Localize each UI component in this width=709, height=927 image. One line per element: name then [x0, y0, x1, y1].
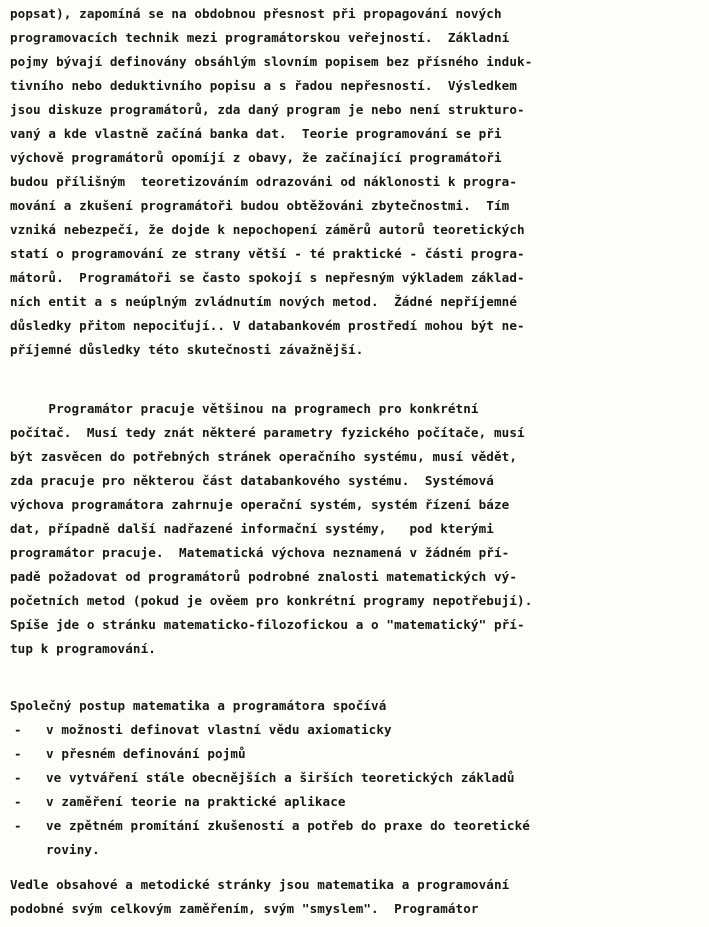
text-line: pojmy bývají definovány obsáhlým slovním popisem bez přísného induk-	[10, 54, 533, 69]
text-line: početních metod (pokud je ověem pro konkrétní programy nepotřebují).	[10, 593, 533, 608]
text-line: Vedle obsahové a metodické stránky jsou matematika a programování	[10, 877, 510, 892]
text-line: Spíše jde o stránku matematicko-filozofickou a o "matematický" pří-	[10, 617, 525, 632]
text-line: programátor pracuje. Matematická výchova neznamená v žádném pří-	[10, 545, 510, 560]
text-line: padě požadovat od programátorů podrobné znalosti matematických vý-	[10, 569, 518, 584]
text-line: mátorů. Programátoři se často spokojí s nepřesným výkladem základ-	[10, 270, 525, 285]
text-line: budou přílišným teoretizováním odrazováni od náklonosti k progra-	[10, 174, 518, 189]
list-bullet: -	[14, 722, 22, 737]
text-line: tivního nebo deduktivního popisu a s řadou nepřesností. Výsledkem	[10, 78, 518, 93]
text-line: počítač. Musí tedy znát některé parametry fyzického počítače, musí	[10, 425, 525, 440]
list-item: v zaměření teorie na praktické aplikace	[46, 794, 346, 809]
text-line: jsou diskuze programátorů, zda daný program je nebo není strukturo-	[10, 102, 525, 117]
text-line: příjemné důsledky této skutečnosti závažnější.	[10, 342, 364, 357]
text-line: zda pracuje pro některou část databankového systému. Systémová	[10, 473, 494, 488]
text-line: dat, případně další nadřazené informační systémy, pod kterými	[10, 521, 494, 536]
text-line: výchově programátorů opomíjí z obavy, že začínající programátoři	[10, 150, 502, 165]
text-line: popsat), zapomíná se na obdobnou přesnost při propagování nových	[10, 6, 502, 21]
text-line: být zasvěcen do potřebných stránek operačního systému, musí vědět,	[10, 449, 518, 464]
text-line: ních entit a s neúplným zvládnutím nových metod. Žádné nepříjemné	[10, 294, 518, 309]
list-bullet: -	[14, 794, 22, 809]
list-bullet: -	[14, 770, 22, 785]
text-line: tup k programování.	[10, 641, 156, 656]
text-line: podobné svým celkovým zaměřením, svým "smyslem". Programátor	[10, 901, 479, 916]
text-line: vzniká nebezpečí, že dojde k nepochopení záměrů autorů teoretických	[10, 222, 525, 237]
text-line: výchova programátora zahrnuje operační systém, systém řízení báze	[10, 497, 510, 512]
text-line: Programátor pracuje většinou na programech pro konkrétní	[10, 401, 479, 416]
list-item: v možnosti definovat vlastní vědu axiomaticky	[46, 722, 392, 737]
text-line: vaný a kde vlastně začíná banka dat. Teorie programování se při	[10, 126, 502, 141]
list-intro: Společný postup matematika a programátora spočívá	[10, 698, 387, 713]
text-line: mování a zkušení programátoři budou obtěžováni zbytečnostmi. Tím	[10, 198, 510, 213]
text-line: programovacích technik mezi programátorskou veřejností. Základní	[10, 30, 510, 45]
list-item: ve zpětném promítání zkušeností a potřeb do praxe do teoretické	[46, 818, 530, 833]
list-bullet: -	[14, 818, 22, 833]
list-item: ve vytváření stále obecnějších a širších teoretických základů	[46, 770, 515, 785]
list-bullet: -	[14, 746, 22, 761]
list-item: v přesném definování pojmů	[46, 746, 246, 761]
text-line: statí o programování ze strany větší - té praktické - části progra-	[10, 246, 525, 261]
list-item-continuation: roviny.	[46, 842, 100, 857]
text-line: důsledky přitom nepociťují.. V databankovém prostředí mohou být ne-	[10, 318, 525, 333]
